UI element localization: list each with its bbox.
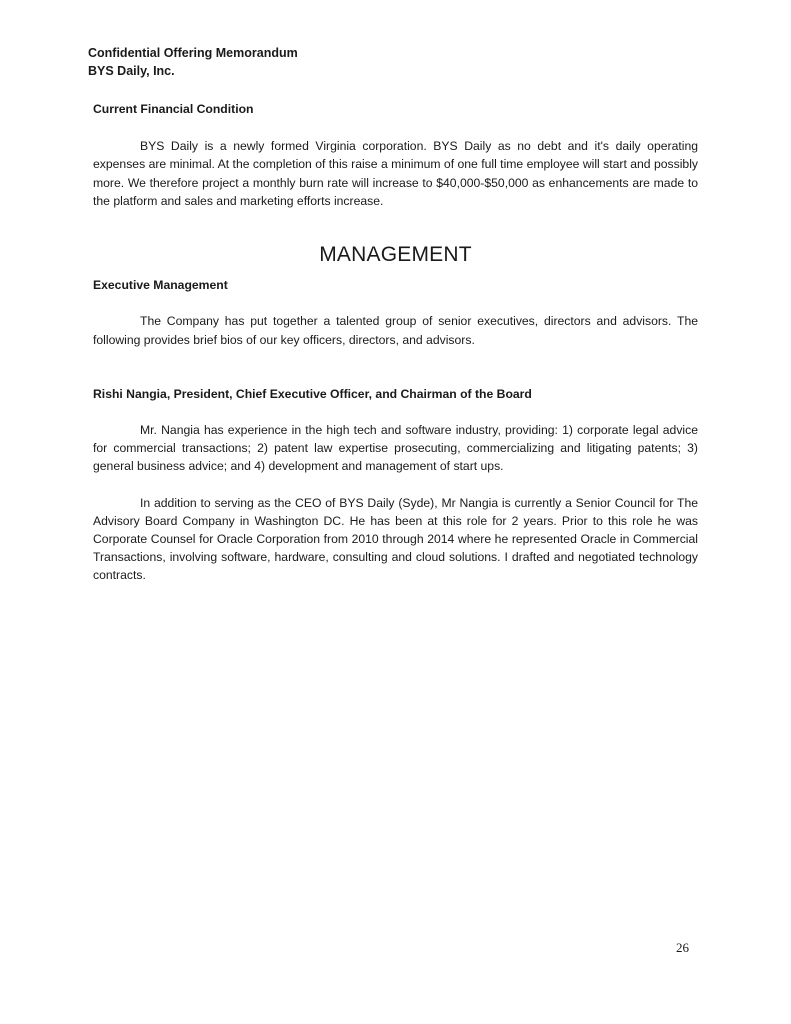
page-number: 26: [676, 940, 689, 955]
document-body: [93, 100, 698, 585]
document-header: [88, 44, 298, 80]
management-title: MANAGEMENT: [319, 243, 472, 267]
financial-condition-heading: Current Financial Condition: [93, 102, 254, 116]
executive-management-paragraph: The Company has put together a talented group of senior executives, directors and advisors. The following provides brief bios of our key officers, directors, and advisors.: [93, 314, 698, 347]
financial-condition-paragraph: BYS Daily is a newly formed Virginia corporation. BYS Daily as no debt and it's daily operating expenses are minimal. At the completion of this raise a minimum of one full time employee will start and possibly more. We therefore project a monthly burn rate will increase to $40,000-$50,000 as enhancements are made to the platform and sales and marketing efforts increase.: [93, 139, 698, 208]
bio-paragraph-experience: Mr. Nangia has experience in the high tech and software industry, providing: 1) corporate legal advice for commercial transactions; 2) patent law expertise prosecuting, commercializing and litigating patents; 3) general business advice; and 4) development and management of start ups.: [93, 423, 698, 474]
bio-paragraph-career: In addition to serving as the CEO of BYS Daily (Syde), Mr Nangia is currently a Senior Council for The Advisory Board Company in Washington DC. He has been at this role for 2 years. Prior to this role he was Corporate Counsel for Oracle Corporation from 2010 through 2014 where he represented Oracle in Commercial Transactions, involving software, hardware, consulting and cloud solutions. I drafted and negotiated technology contracts.: [93, 495, 698, 583]
bio-heading: Rishi Nangia, President, Chief Executive Officer, and Chairman of the Board: [93, 386, 532, 401]
executive-management-heading: Executive Management: [93, 278, 228, 293]
header-company: BYS Daily, Inc.: [88, 64, 175, 78]
header-title: Confidential Offering Memorandum: [88, 46, 298, 60]
